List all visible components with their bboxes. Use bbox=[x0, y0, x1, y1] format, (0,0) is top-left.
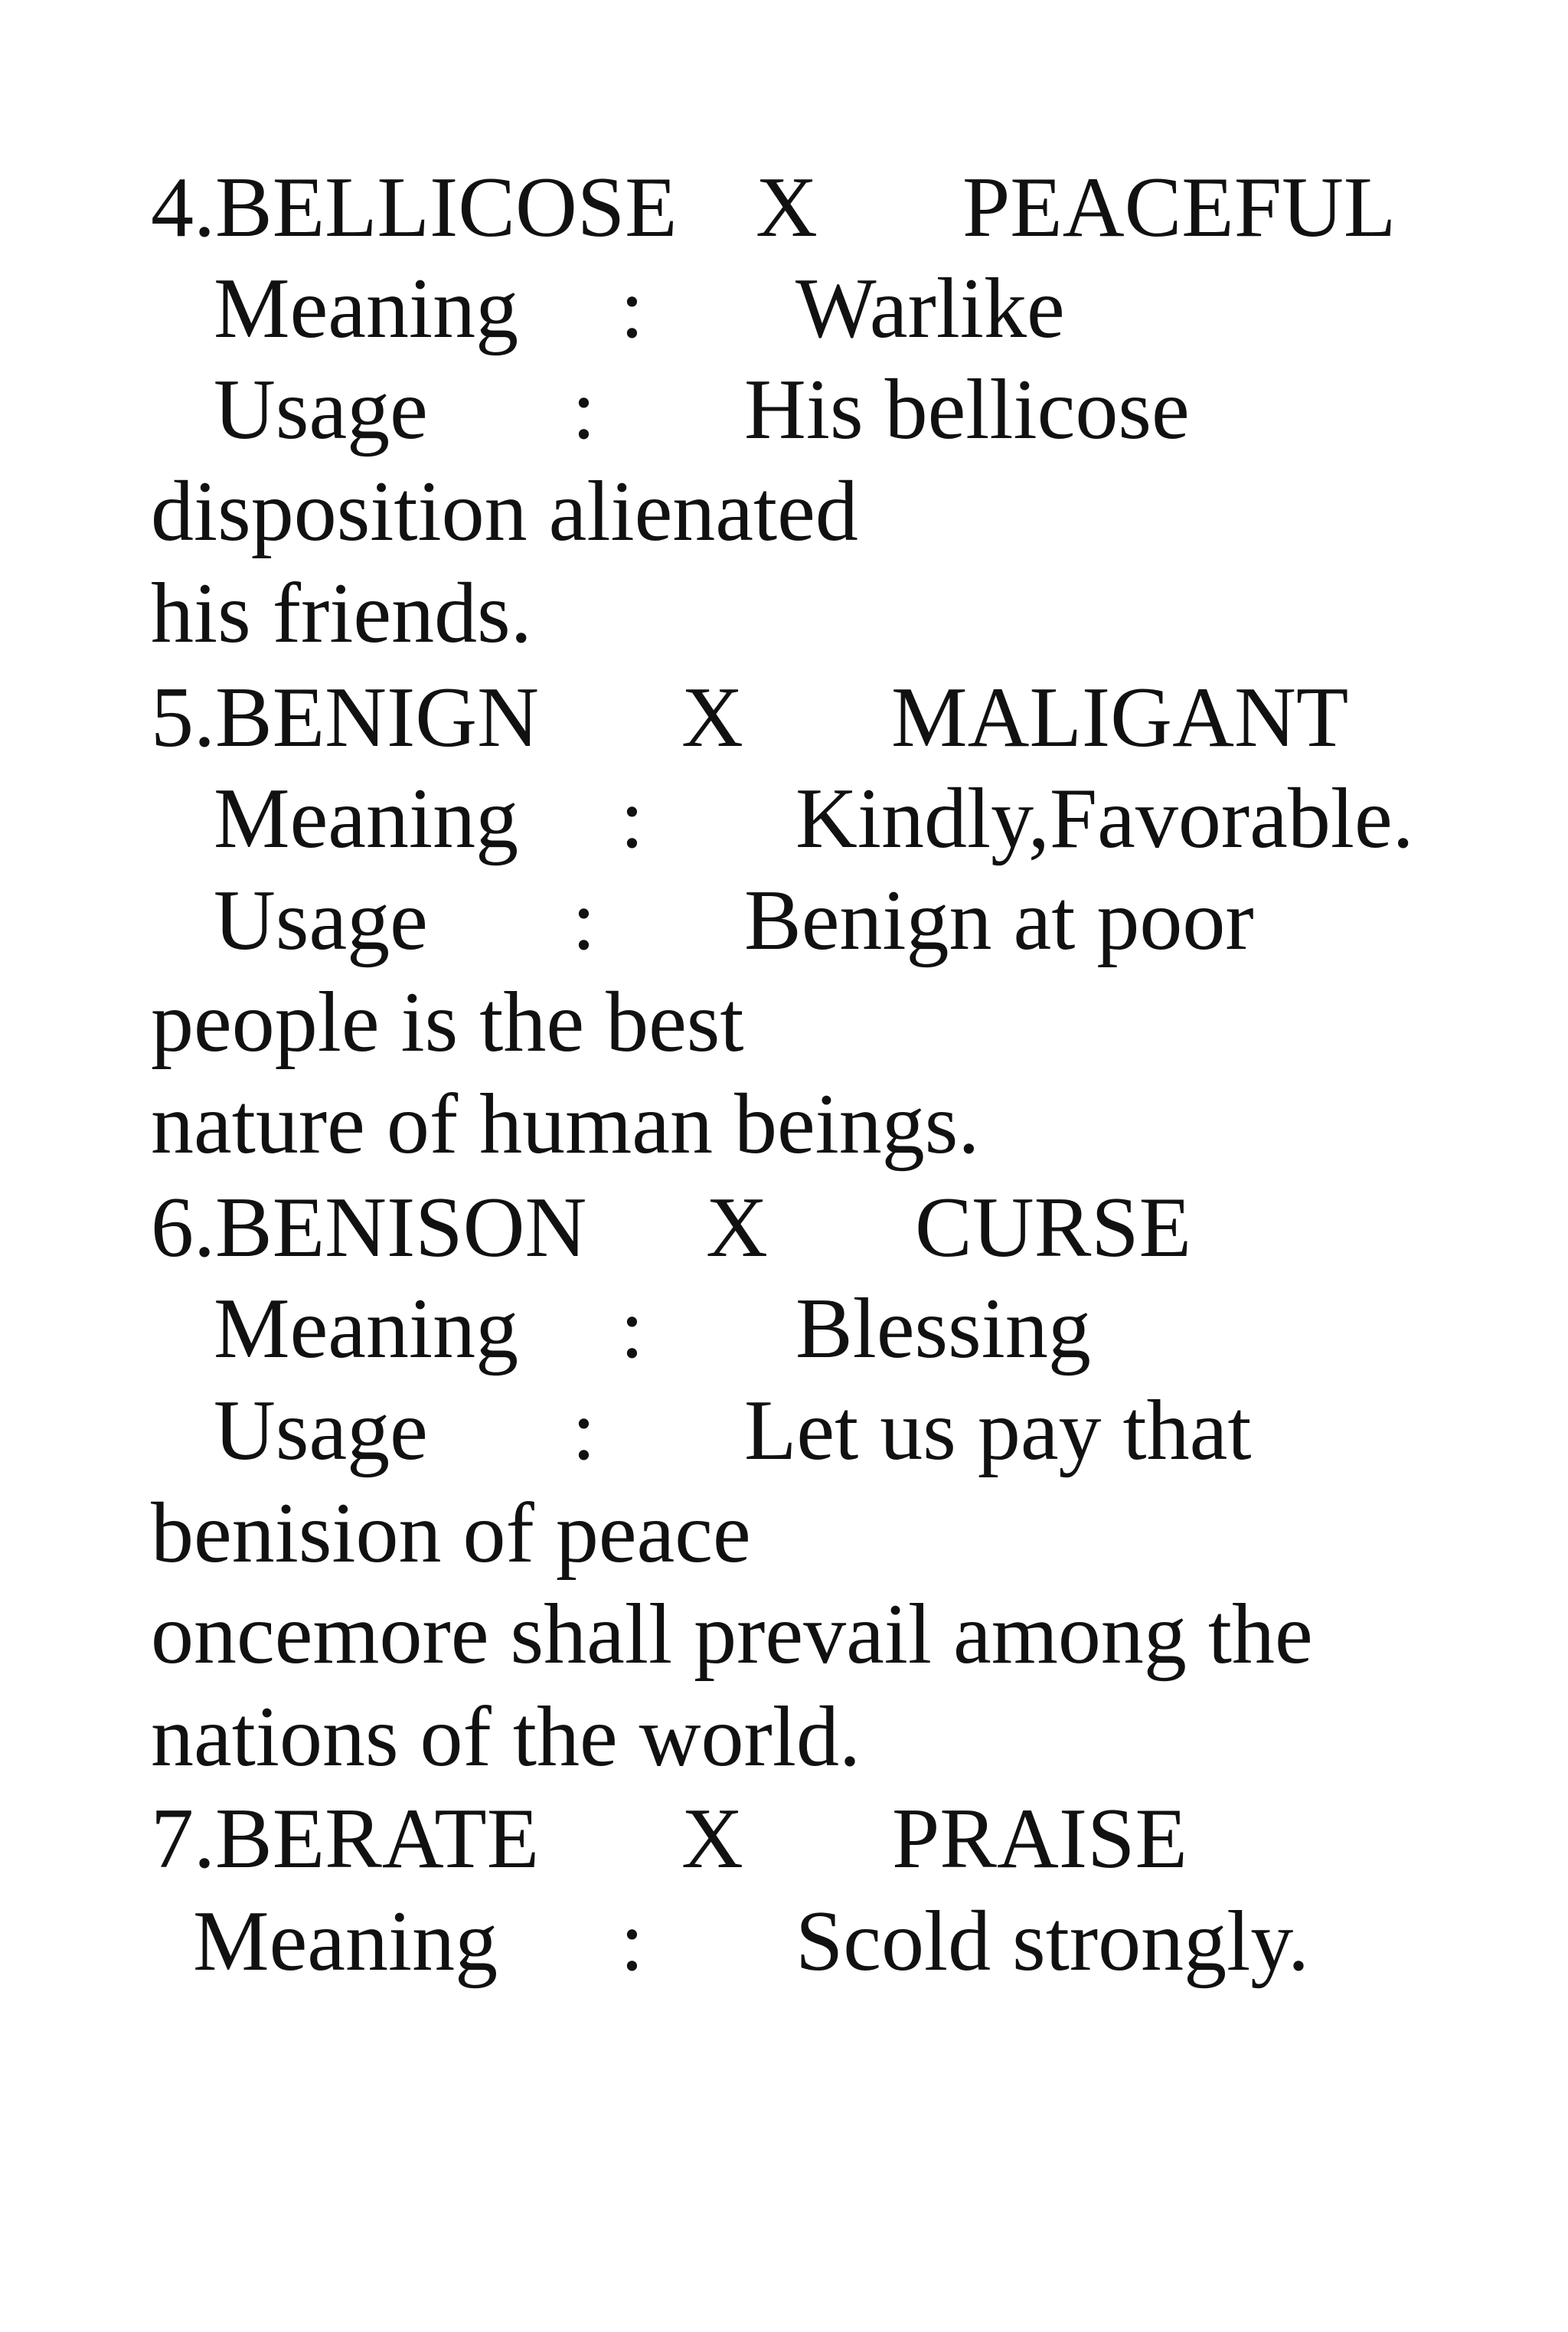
meaning-text: Warlike bbox=[795, 261, 1065, 356]
meaning-colon: : bbox=[620, 1894, 645, 1989]
usage-text: Benign at poor bbox=[744, 873, 1254, 968]
usage-continuation: people is the best bbox=[151, 975, 744, 1070]
meaning-colon: : bbox=[620, 1281, 645, 1376]
antonym-separator: X bbox=[681, 1791, 743, 1886]
entry-word: BELLICOSE bbox=[215, 160, 678, 255]
entry-word: BENIGN bbox=[215, 670, 540, 765]
antonym-separator: X bbox=[756, 160, 818, 255]
entry-number: 7. bbox=[151, 1791, 215, 1886]
antonym-separator: X bbox=[706, 1180, 768, 1275]
antonym-separator: X bbox=[681, 670, 743, 765]
usage-label: Usage bbox=[214, 1383, 428, 1478]
usage-text: Let us pay that bbox=[744, 1383, 1252, 1478]
entry-antonym: MALIGANT bbox=[891, 670, 1349, 765]
meaning-text: Blessing bbox=[795, 1281, 1091, 1376]
meaning-colon: : bbox=[620, 261, 645, 356]
usage-continuation: disposition alienated bbox=[151, 464, 858, 559]
meaning-label: Meaning bbox=[214, 771, 519, 866]
usage-continuation: oncemore shall prevail among the bbox=[151, 1587, 1313, 1682]
usage-continuation: benision of peace bbox=[151, 1486, 751, 1581]
usage-colon: : bbox=[572, 362, 596, 457]
entry-word: BERATE bbox=[215, 1791, 540, 1886]
meaning-label: Meaning bbox=[193, 1894, 498, 1989]
entry-number: 5. bbox=[151, 670, 215, 765]
usage-label: Usage bbox=[214, 362, 428, 457]
entry-antonym: PRAISE bbox=[892, 1791, 1187, 1886]
meaning-text: Kindly,Favorable. bbox=[795, 771, 1414, 866]
entry-number: 4. bbox=[151, 160, 215, 255]
usage-continuation: nature of human beings. bbox=[151, 1077, 980, 1172]
meaning-colon: : bbox=[620, 771, 645, 866]
entry-antonym: PEACEFUL bbox=[962, 160, 1396, 255]
usage-label: Usage bbox=[214, 873, 428, 968]
meaning-label: Meaning bbox=[214, 261, 519, 356]
meaning-label: Meaning bbox=[214, 1281, 519, 1376]
usage-continuation: his friends. bbox=[151, 566, 532, 661]
entry-antonym: CURSE bbox=[915, 1180, 1191, 1275]
meaning-line bbox=[151, 1894, 1309, 2327]
meaning-text: Scold strongly. bbox=[795, 1894, 1309, 1989]
usage-text: His bellicose bbox=[744, 362, 1190, 457]
usage-colon: : bbox=[572, 873, 596, 968]
usage-continuation: nations of the world. bbox=[151, 1689, 861, 1784]
usage-colon: : bbox=[572, 1383, 596, 1478]
entry-number: 6. bbox=[151, 1180, 215, 1275]
entry-word: BENISON bbox=[215, 1180, 587, 1275]
